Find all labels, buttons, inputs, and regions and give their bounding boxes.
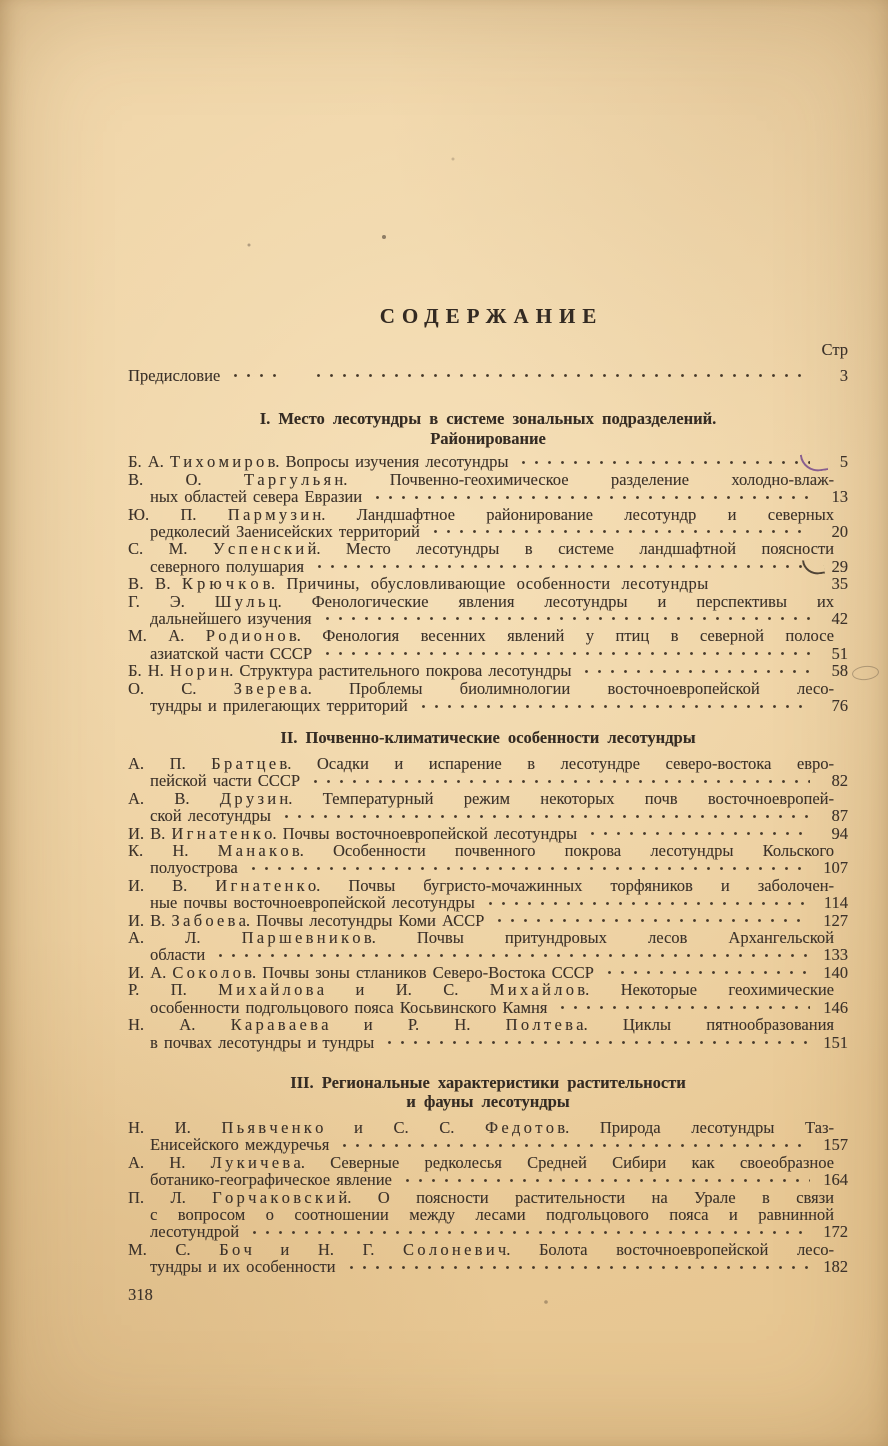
entry-text: ные почвы восточноевропейской лесотундры (150, 893, 475, 913)
entry-text-line: К. Н. М а н а к о в. Особенности почвенного покрова лесотундры Кольского (128, 841, 834, 861)
entry-text: дальнейшего изучения (150, 609, 312, 629)
entry-text-line: Н. А. К а р а в а е в а и Р. Н. П о л т е в а. Циклы пятнообразования (128, 1015, 834, 1035)
entry-text: ных областей севера Евразии (150, 487, 363, 507)
toc-entry (128, 506, 848, 541)
section-entries (128, 1119, 848, 1276)
toc-entry (128, 540, 848, 575)
entry-last-line (128, 1136, 848, 1153)
entry-last-line (128, 697, 848, 714)
dot-leader (319, 647, 810, 660)
toc-entry (128, 593, 848, 628)
entry-text-line: с вопросом о соотношении между лесами подгольцового пояса и равнинной (150, 1204, 834, 1224)
dot-leader (381, 1036, 810, 1049)
toc-entry (128, 755, 848, 790)
toc-entry (128, 471, 848, 506)
entry-page-number: 82 (831, 771, 848, 791)
section-heading (128, 409, 848, 448)
entry-text: ботанико-географическое явление (150, 1170, 392, 1190)
dot-leader (584, 827, 810, 840)
entry-page-number-annotated: 29 (814, 558, 848, 575)
entry-text: Енисейского междуречья (150, 1135, 330, 1155)
entry-last-line (128, 453, 848, 470)
entry-last-line (128, 1171, 848, 1188)
entry-text: области (150, 945, 206, 965)
toc-entry (128, 662, 848, 679)
entry-text: особенности подгольцового пояса Косьвинского Камня (150, 997, 548, 1017)
entry-last-line (128, 1258, 848, 1275)
section-heading (128, 1073, 848, 1112)
entry-page-number: 140 (823, 962, 848, 982)
entry-last-line (128, 825, 848, 842)
toc-entry (128, 1189, 848, 1241)
entry-page-number: 51 (831, 643, 848, 663)
entry-text-line: И. В. И г н а т е н к о. Почвы бугристо-мочажинных торфяников и заболочен- (128, 875, 834, 895)
dot-leader (311, 560, 810, 573)
toc-entry-preface (128, 367, 848, 384)
toc-section (128, 728, 848, 1051)
entry-last-line (128, 807, 848, 824)
toc-entry (128, 680, 848, 715)
entry-text: И. В. И г н а т е н к о. Почвы восточноевропейской лесотундры (128, 823, 578, 843)
toc-entry (128, 790, 848, 825)
entry-text-line: С. М. У с п е н с к и й. Место лесотундры в системе ландшафтной поясности (128, 539, 834, 559)
toc-section (128, 1073, 848, 1276)
entry-page-number: 157 (823, 1135, 848, 1155)
entry-page-number: 172 (823, 1222, 848, 1242)
entry-last-line (128, 912, 848, 929)
toc-entry (128, 964, 848, 981)
entry-page-number: 94 (831, 823, 848, 843)
entry-page-number: 42 (831, 609, 848, 629)
entry-last-line (128, 999, 848, 1016)
entry-text: тундры и прилегающих территорий (150, 696, 408, 716)
entry-text: полуострова (150, 858, 238, 878)
entry-text: ской лесотундры (150, 806, 271, 826)
preface-label: Предисловие (128, 366, 221, 385)
entry-text-line: М. С. Б о ч и Н. Г. С о л о н е в и ч. Болота восточноевропейской лесо- (128, 1239, 834, 1259)
toc-entry (128, 912, 848, 929)
toc-entry (128, 1154, 848, 1189)
entry-page-number: 114 (823, 893, 848, 913)
toc-entry (128, 842, 848, 877)
entry-text-line: Н. И. П ь я в ч е н к о и С. С. Ф е д о т о в. Природа лесотундры Таз- (128, 1117, 834, 1137)
entry-text: тундры и их особенности (150, 1257, 336, 1277)
entry-text: Б. Н. Н о р и н. Структура растительного покрова лесотундры (128, 661, 572, 681)
dot-leader (491, 914, 810, 927)
entry-page-number-annotated: 5 (814, 453, 848, 470)
entry-page-number: 164 (823, 1170, 848, 1190)
entry-last-line (128, 946, 848, 963)
entry-text: пейской части СССР (150, 771, 300, 791)
entry-text-line: Р. П. М и х а й л о в а и И. С. М и х а й л о в. Некоторые геохимические (128, 980, 834, 1000)
toc-entry (128, 1016, 848, 1051)
dot-leader (307, 775, 810, 788)
entry-page-number: 107 (823, 858, 848, 878)
entry-text-line: А. П. Б р а т ц е в. Осадки и испарение в лесотундре северо-востока евро- (128, 754, 834, 773)
entry-last-line (128, 645, 848, 662)
page-title: СОДЕРЖАНИЕ (379, 304, 604, 328)
section-heading-line: I. Место лесотундры в системе зональных подразделений. (259, 409, 717, 429)
toc-entry (128, 929, 848, 964)
entry-last-line (128, 772, 848, 789)
dot-leader (601, 966, 810, 979)
entry-text-line: Ю. П. П а р м у з и н. Ландшафтное районирование лесотундр и северных (128, 504, 834, 524)
entry-last-line (128, 1223, 848, 1240)
entry-last-line (128, 1034, 848, 1051)
dot-leader (369, 491, 810, 504)
entry-last-line (128, 859, 848, 876)
dot-leader (554, 1001, 810, 1014)
section-heading-line: Районирование (430, 428, 546, 448)
entry-text-line: А. Л. П а р ш е в н и к о в. Почвы притундровых лесов Архангельской (128, 928, 834, 948)
entry-last-line (128, 488, 848, 505)
paper-specks (0, 0, 2, 2)
toc-entry (128, 575, 848, 592)
section-entries (128, 453, 848, 714)
section-heading-line: и фауны лесотундры (406, 1092, 570, 1112)
entry-text: азиатской части СССР (150, 643, 312, 663)
dot-leader (427, 525, 810, 538)
toc-entry (128, 981, 848, 1016)
folio-page-number: 318 (128, 1284, 153, 1304)
entry-text-line: Г. Э. Ш у л ь ц. Фенологические явления лесотундры и перспективы их (128, 591, 834, 611)
entry-page-number: 76 (831, 696, 848, 716)
entry-page-number: 87 (831, 806, 848, 826)
dot-leader (246, 1226, 810, 1239)
dot-leader (336, 1139, 810, 1152)
entry-page-number: 133 (823, 945, 848, 965)
dot-leader (578, 665, 810, 678)
entry-text: И. А. С о к о л о в. Почвы зоны стлаников Северо-Востока СССР (128, 962, 594, 982)
section-entries (128, 755, 848, 1051)
entry-last-line (128, 894, 848, 911)
entry-text-line: П. Л. Г о р ч а к о в с к и й. О поясности растительности на Урале в связи (128, 1187, 834, 1207)
entry-last-line (128, 558, 848, 575)
section-heading (128, 728, 848, 748)
entry-last-line (128, 964, 848, 981)
toc-entry (128, 453, 848, 470)
entry-page-number: 151 (823, 1032, 848, 1052)
entry-last-line (128, 662, 848, 679)
dot-leader (278, 810, 810, 823)
section-heading-line: II. Почвенно-климатические особенности лесотундры (280, 727, 696, 747)
entry-page-number: 13 (831, 487, 848, 507)
entry-text: И. В. З а б о е в а. Почвы лесотундры Коми АССР (128, 910, 485, 930)
entry-text: в почвах лесотундры и тундры (150, 1032, 375, 1052)
toc-entry (128, 877, 848, 912)
entry-last-line (128, 575, 848, 592)
entry-text-line: А. Н. Л у к и ч е в а. Северные редколесья Средней Сибири как своеобразное (128, 1152, 834, 1172)
entry-text-line: А. В. Д р у з и н. Температурный режим некоторых почв восточноевропей- (128, 788, 834, 808)
entry-text: редколесий Заенисейских территорий (150, 522, 420, 542)
dot-leader (227, 369, 285, 382)
dot-leader (515, 456, 810, 469)
entry-text-line: М. А. Р о д и о н о в. Фенология весенних явлений у птиц в северной полосе (128, 626, 834, 646)
entry-text-line: О. С. З в е р е в а. Проблемы биолимнологии восточноевропейской лесо- (128, 678, 834, 698)
dot-leader (319, 612, 811, 625)
toc-section (128, 409, 848, 714)
toc-entry (128, 1119, 848, 1154)
entry-text-line: В. О. Т а р г у л ь я н. Почвенно-геохимическое разделение холодно-влаж- (128, 469, 834, 489)
entry-text: В. В. К р ю ч к о в. Причины, обусловливающие особенности лесотундры (128, 574, 709, 594)
entry-page-number: 127 (823, 910, 848, 930)
toc-entry (128, 825, 848, 842)
entry-page-number: 182 (823, 1257, 848, 1277)
toc-entry (128, 1241, 848, 1276)
entry-text: северного полушария (150, 556, 304, 576)
entry-text: Б. А. Т и х о м и р о в. Вопросы изучения лесотундры (128, 452, 509, 472)
dot-leader (343, 1261, 810, 1274)
dot-leader (245, 862, 810, 875)
dot-leader (415, 700, 810, 713)
entry-page-number: 20 (831, 522, 848, 542)
entry-page-number: 35 (831, 574, 848, 594)
dot-leader (482, 897, 810, 910)
entry-page-number: 146 (823, 997, 848, 1017)
entry-page-number: 3 (839, 366, 848, 385)
dot-leader (310, 369, 810, 382)
dot-leader (212, 949, 810, 962)
entry-page-number-annotated: 58 (814, 662, 848, 679)
toc-entry (128, 627, 848, 662)
section-heading-line: III. Региональные характеристики растительности (290, 1072, 686, 1092)
page-column-header: Стр (821, 340, 848, 359)
entry-last-line (128, 523, 848, 540)
entry-text: лесотундрой (150, 1222, 240, 1242)
toc-sections (128, 409, 848, 1275)
dot-leader (399, 1174, 810, 1187)
entry-last-line (128, 610, 848, 627)
